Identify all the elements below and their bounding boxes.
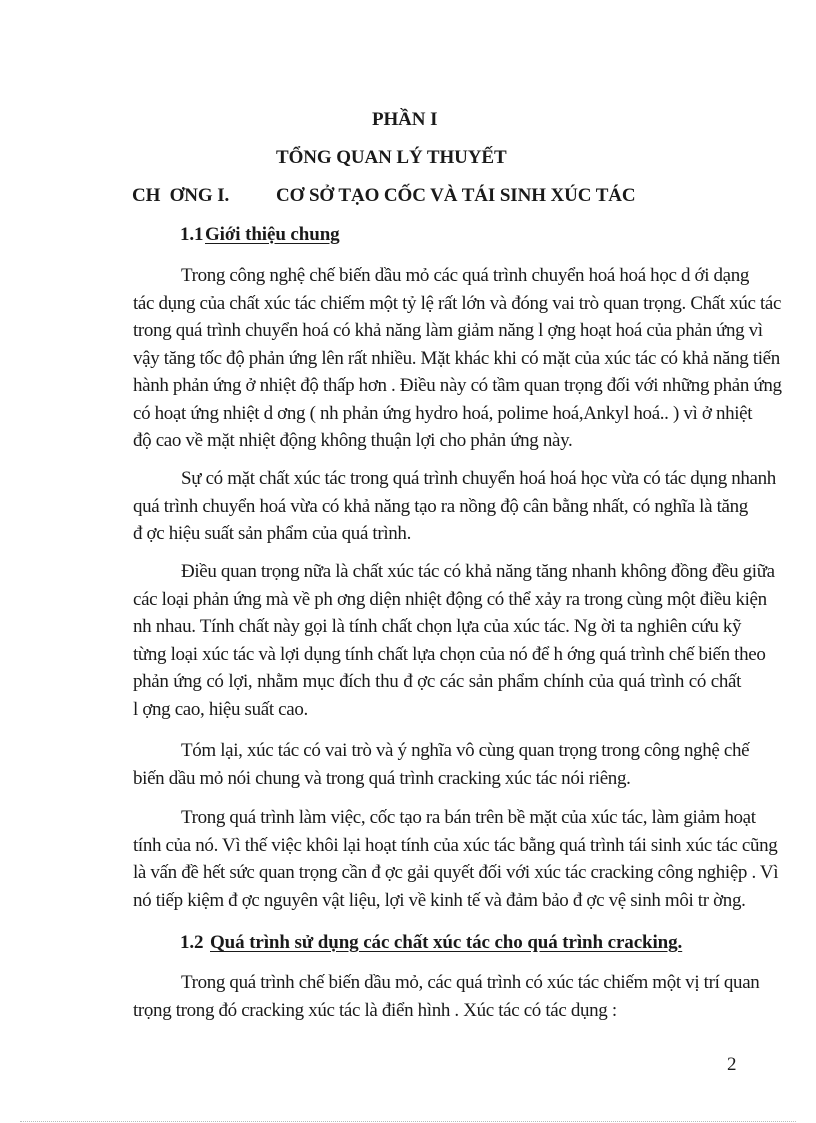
section-1-2-number: 1.2 <box>180 932 204 953</box>
paragraph-6 <box>133 969 760 1024</box>
paragraph-line: từng loại xúc tác và lợi dụng tính chất lựa chọn của nó để h ớng quá trình chế biến theo <box>133 643 766 665</box>
part-subtitle: TỔNG QUAN LÝ THUYẾT <box>276 147 507 168</box>
chapter-label: CH ƠNG I. <box>132 185 230 206</box>
paragraph-line: Tóm lại, xúc tác có vai trò và ý nghĩa vô cùng quan trọng trong công nghệ chế <box>181 740 750 761</box>
paragraph-line: l ợng cao, hiệu suất cao. <box>133 698 308 720</box>
paragraph-line: tính của nó. Vì thế việc khôi lại hoạt tính của xúc tác bằng quá trình tái sinh xúc tác cũng <box>133 834 778 856</box>
paragraph-line: quá trình chuyển hoá vừa có khả năng tạo ra nồng độ cân bằng nhất, có nghĩa là tăng <box>133 495 748 517</box>
chapter-title: CƠ SỞ TẠO CỐC VÀ TÁI SINH XÚC TÁC <box>276 185 636 206</box>
paragraph-line: độ cao về mặt nhiệt động không thuận lợi cho phản ứng này. <box>133 430 573 451</box>
paragraph-line: nó tiếp kiệm đ ợc nguyên vật liệu, lợi về kinh tế và đảm bảo đ ợc vệ sinh môi tr ờng. <box>133 889 746 911</box>
paragraph-line: các loại phản ứng mà về ph ơng diện nhiệt động có thể xảy ra trong cùng một điều kiện <box>133 588 767 610</box>
paragraph-1 <box>133 262 782 455</box>
paragraph-line: Sự có mặt chất xúc tác trong quá trình chuyển hoá hoá học vừa có tác dụng nhanh <box>181 468 776 489</box>
paragraph-line: trong quá trình chuyển hoá có khả năng làm giảm năng l ợng hoạt hoá của phản ứng vì <box>133 320 763 341</box>
section-1-1-number: 1.1 <box>180 224 204 245</box>
paragraph-3 <box>133 558 775 723</box>
paragraph-line: phản ứng có lợi, nhằm mục đích thu đ ợc các sản phẩm chính của quá trình có chất <box>133 671 741 692</box>
paragraph-line: hành phản ứng ở nhiệt độ thấp hơn . Điều này có tầm quan trọng đối với những phản ứng <box>133 375 782 396</box>
paragraph-line: nh nhau. Tính chất này gọi là tính chất chọn lựa của xúc tác. Ng ời ta nghiên cứu kỹ <box>133 616 742 637</box>
page-bottom-divider <box>20 1121 796 1122</box>
paragraph-line: đ ợc hiệu suất sản phẩm của quá trình. <box>133 523 411 544</box>
paragraph-5 <box>133 804 779 914</box>
paragraph-line: vậy tăng tốc độ phản ứng lên rất nhiều. Mặt khác khi có mặt của xúc tác có khả năng tiến <box>133 347 780 369</box>
paragraph-line: biến dầu mỏ nói chung và trong quá trình cracking xúc tác nói riêng. <box>133 767 631 789</box>
paragraph-2 <box>133 465 776 548</box>
paragraph-line: Trong quá trình chế biến dầu mỏ, các quá trình có xúc tác chiếm một vị trí quan <box>181 972 760 993</box>
paragraph-line: là vấn đề hết sức quan trọng cần đ ợc gải quyết đối với xúc tác cracking công nghiệp . Vì <box>133 862 779 883</box>
paragraph-line: Điều quan trọng nữa là chất xúc tác có khả năng tăng nhanh không đồng đều giữa <box>181 561 775 582</box>
section-1-2-title: Quá trình sử dụng các chất xúc tác cho quá trình cracking. <box>210 932 683 953</box>
page-number: 2 <box>727 1054 737 1075</box>
section-1-1-title: Giới thiệu chung <box>205 224 340 245</box>
paragraph-line: trọng trong đó cracking xúc tác là điển hình . Xúc tác có tác dụng : <box>133 999 617 1021</box>
paragraph-line: tác dụng của chất xúc tác chiếm một tỷ lệ rất lớn và đóng vai trò quan trọng. Chất xúc tác <box>133 292 782 314</box>
paragraph-4 <box>133 737 750 792</box>
paragraph-line: Trong quá trình làm việc, cốc tạo ra bán trên bề mặt của xúc tác, làm giảm hoạt <box>181 807 756 828</box>
paragraph-line: Trong công nghệ chế biến dầu mỏ các quá trình chuyển hoá hoá học d ới dạng <box>181 265 750 286</box>
part-title: PHẦN I <box>372 109 438 130</box>
paragraph-line: có hoạt ứng nhiệt d ơng ( nh phản ứng hydro hoá, polime hoá,Ankyl hoá.. ) vì ở nhiệt <box>133 402 753 424</box>
